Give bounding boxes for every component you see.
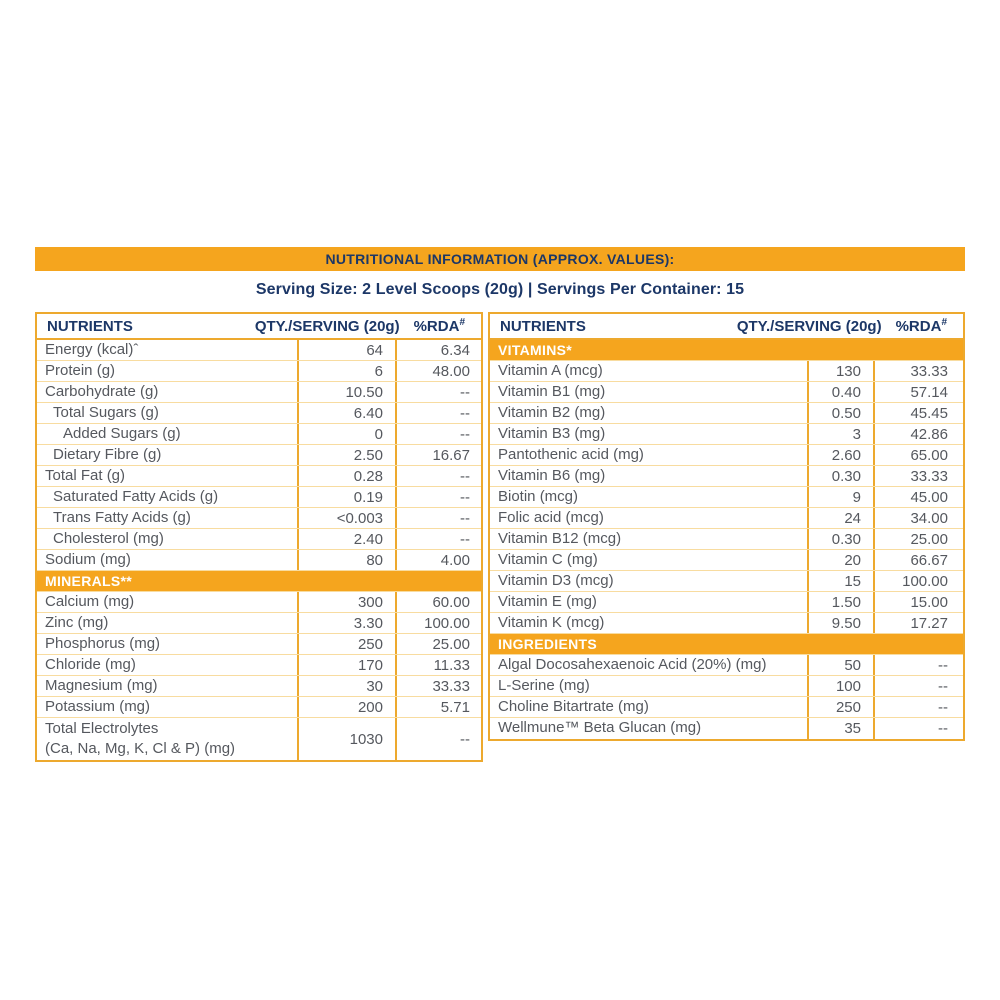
table-row <box>490 592 963 613</box>
nutrient-name: Protein (g) <box>37 361 299 381</box>
nutrient-name: Vitamin B12 (mcg) <box>490 529 809 549</box>
table-row <box>490 445 963 466</box>
rda-value: 48.00 <box>432 362 470 380</box>
table-row <box>37 382 481 403</box>
nutrient-name: Total Electrolytes (Ca, Na, Mg, K, Cl & P) (mg) <box>37 718 299 760</box>
rda-value: 42.86 <box>910 425 948 443</box>
nutrient-name: Energy (kcal)ˆ <box>37 340 299 360</box>
rda-value: 25.00 <box>910 530 948 548</box>
nutrient-name: Potassium (mg) <box>37 697 299 717</box>
table-row <box>37 361 481 382</box>
nutrient-name: Trans Fatty Acids (g) <box>37 508 299 528</box>
qty-value: <0.003 <box>299 508 397 528</box>
table-row <box>490 697 963 718</box>
qty-value: 300 <box>299 592 397 612</box>
table-row <box>490 424 963 445</box>
rda-value: 66.67 <box>910 551 948 569</box>
rda-value: 45.00 <box>910 488 948 506</box>
table-header-right <box>490 314 963 340</box>
rda-value: 34.00 <box>910 509 948 527</box>
table-row <box>37 340 481 361</box>
rda-value: -- <box>938 698 948 716</box>
qty-value: 250 <box>299 634 397 654</box>
nutrient-name: Vitamin C (mg) <box>490 550 809 570</box>
table-row <box>490 571 963 592</box>
rda-value: 17.27 <box>910 614 948 632</box>
qty-value: 2.60 <box>809 445 875 465</box>
table-row <box>490 655 963 676</box>
nutrient-name: Phosphorus (mg) <box>37 634 299 654</box>
qty-value: 1.50 <box>809 592 875 612</box>
nutrient-name: Vitamin D3 (mcg) <box>490 571 809 591</box>
nutrient-name: Pantothenic acid (mg) <box>490 445 809 465</box>
section-label: MINERALS** <box>45 573 133 589</box>
qty-value: 0 <box>299 424 397 444</box>
nutrient-name: Saturated Fatty Acids (g) <box>37 487 299 507</box>
rda-value: 33.33 <box>432 677 470 695</box>
qty-value: 24 <box>809 508 875 528</box>
qty-value: 3 <box>809 424 875 444</box>
section-label: VITAMINS* <box>498 342 572 358</box>
col-header-nutrients: NUTRIENTS <box>47 317 133 335</box>
table-row <box>490 529 963 550</box>
qty-value: 100 <box>809 676 875 696</box>
nutrient-name: Vitamin B6 (mg) <box>490 466 809 486</box>
nutrient-name: Sodium (mg) <box>37 550 299 570</box>
rda-value: 65.00 <box>910 446 948 464</box>
qty-value: 0.19 <box>299 487 397 507</box>
qty-value: 6.40 <box>299 403 397 423</box>
table-row <box>37 445 481 466</box>
table-row <box>490 487 963 508</box>
table-row <box>37 613 481 634</box>
rda-value: -- <box>460 404 470 422</box>
qty-value: 0.40 <box>809 382 875 402</box>
table-row <box>37 676 481 697</box>
qty-value: 9.50 <box>809 613 875 633</box>
rda-value: 33.33 <box>910 362 948 380</box>
table-row <box>37 508 481 529</box>
qty-value: 0.28 <box>299 466 397 486</box>
qty-value: 0.30 <box>809 466 875 486</box>
section-header-row <box>37 571 481 592</box>
qty-value: 130 <box>809 361 875 381</box>
table-row <box>490 382 963 403</box>
rda-value: 11.33 <box>433 656 470 674</box>
rda-value: -- <box>460 467 470 485</box>
table-row <box>37 466 481 487</box>
table-row <box>490 403 963 424</box>
title-bar <box>35 247 965 271</box>
qty-value: 1030 <box>299 718 397 760</box>
qty-value: 2.40 <box>299 529 397 549</box>
nutrient-name: Total Sugars (g) <box>37 403 299 423</box>
qty-value: 200 <box>299 697 397 717</box>
rda-value: 15.00 <box>910 593 948 611</box>
table-row <box>490 550 963 571</box>
col-header-qty-serving: QTY./SERVING (20g) <box>736 317 882 335</box>
nutrient-name: Vitamin B3 (mg) <box>490 424 809 444</box>
nutrient-name: Vitamin B2 (mg) <box>490 403 809 423</box>
nutrient-name: Vitamin A (mcg) <box>490 361 809 381</box>
qty-value: 35 <box>809 718 875 739</box>
table-row <box>37 487 481 508</box>
rda-value: -- <box>938 720 948 737</box>
qty-value: 9 <box>809 487 875 507</box>
qty-value: 0.30 <box>809 529 875 549</box>
rda-value: 4.00 <box>440 551 470 569</box>
nutrient-name: Added Sugars (g) <box>37 424 299 444</box>
rda-value: 33.33 <box>910 467 948 485</box>
nutrient-name: Chloride (mg) <box>37 655 299 675</box>
table-header-left <box>37 314 481 340</box>
qty-value: 10.50 <box>299 382 397 402</box>
rda-footnote-mark: # <box>459 317 465 328</box>
qty-value: 64 <box>299 340 397 360</box>
nutrient-name: Wellmune™ Beta Glucan (mg) <box>490 718 809 739</box>
rda-value: 25.00 <box>432 635 470 653</box>
nutrients-table-right <box>488 312 965 741</box>
table-row <box>37 424 481 445</box>
qty-value: 50 <box>809 655 875 675</box>
rda-value: 57.14 <box>910 383 948 401</box>
table-row <box>490 508 963 529</box>
serving-info: Serving Size: 2 Level Scoops (20g) | Servings Per Container: 15 <box>255 281 745 298</box>
table-row <box>490 466 963 487</box>
qty-value: 20 <box>809 550 875 570</box>
col-header-rda <box>414 317 465 335</box>
nutrient-name: Calcium (mg) <box>37 592 299 612</box>
table-row <box>37 634 481 655</box>
table-row <box>37 655 481 676</box>
rda-value: -- <box>938 656 948 674</box>
table-row <box>37 403 481 424</box>
table-row <box>490 361 963 382</box>
rda-value: 16.67 <box>432 446 470 464</box>
col-header-nutrients: NUTRIENTS <box>500 317 586 335</box>
nutrient-name: Vitamin B1 (mg) <box>490 382 809 402</box>
nutrient-name: Dietary Fibre (g) <box>37 445 299 465</box>
qty-value: 0.50 <box>809 403 875 423</box>
rda-value: -- <box>460 383 470 401</box>
rda-value: 100.00 <box>424 614 470 632</box>
rda-value: -- <box>460 530 470 548</box>
rda-value: 45.45 <box>910 404 948 422</box>
qty-value: 80 <box>299 550 397 570</box>
qty-value: 6 <box>299 361 397 381</box>
nutrient-name: Vitamin K (mcg) <box>490 613 809 633</box>
rda-value: 100.00 <box>902 572 948 590</box>
section-label: INGREDIENTS <box>498 636 597 652</box>
nutrient-name: Choline Bitartrate (mg) <box>490 697 809 717</box>
nutrient-name: Carbohydrate (g) <box>37 382 299 402</box>
table-row <box>37 529 481 550</box>
rda-label: %RDA <box>413 318 460 335</box>
nutrient-name: Vitamin E (mg) <box>490 592 809 612</box>
qty-value: 3.30 <box>299 613 397 633</box>
qty-value: 170 <box>299 655 397 675</box>
rda-value: -- <box>460 488 470 506</box>
tables-container <box>35 312 965 762</box>
rda-value: -- <box>460 509 470 527</box>
col-header-qty-serving: QTY./SERVING (20g) <box>254 317 400 335</box>
qty-value: 30 <box>299 676 397 696</box>
nutrient-name: Magnesium (mg) <box>37 676 299 696</box>
nutrient-name: L-Serine (mg) <box>490 676 809 696</box>
rda-value: 5.71 <box>440 698 470 716</box>
table-body-left <box>37 340 481 760</box>
rda-value: -- <box>460 425 470 443</box>
table-row <box>490 718 963 739</box>
rda-value: 60.00 <box>432 593 470 611</box>
rda-label: %RDA <box>895 318 942 335</box>
section-header-row <box>490 340 963 361</box>
title-text: NUTRITIONAL INFORMATION (APPROX. VALUES): <box>325 251 675 267</box>
qty-value: 15 <box>809 571 875 591</box>
nutrient-name: Folic acid (mcg) <box>490 508 809 528</box>
table-row <box>37 550 481 571</box>
table-row <box>490 676 963 697</box>
nutrient-name: Biotin (mcg) <box>490 487 809 507</box>
rda-value: -- <box>460 730 470 748</box>
section-header-row <box>490 634 963 655</box>
nutrient-name: Zinc (mg) <box>37 613 299 633</box>
rda-value: -- <box>938 677 948 695</box>
qty-value: 2.50 <box>299 445 397 465</box>
table-row <box>37 592 481 613</box>
table-body-right <box>490 340 963 739</box>
qty-value: 250 <box>809 697 875 717</box>
nutrient-name: Algal Docosahexaenoic Acid (20%) (mg) <box>490 655 809 675</box>
table-row <box>37 697 481 718</box>
nutrient-name-line2: (Ca, Na, Mg, K, Cl & P) (mg) <box>45 740 236 757</box>
nutrient-name: Total Fat (g) <box>37 466 299 486</box>
table-row <box>490 613 963 634</box>
col-header-rda <box>896 317 947 335</box>
nutrients-table-left <box>35 312 483 762</box>
nutrient-name: Cholesterol (mg) <box>37 529 299 549</box>
table-row <box>37 718 481 760</box>
rda-value: 6.34 <box>440 341 470 359</box>
rda-footnote-mark: # <box>941 317 947 328</box>
